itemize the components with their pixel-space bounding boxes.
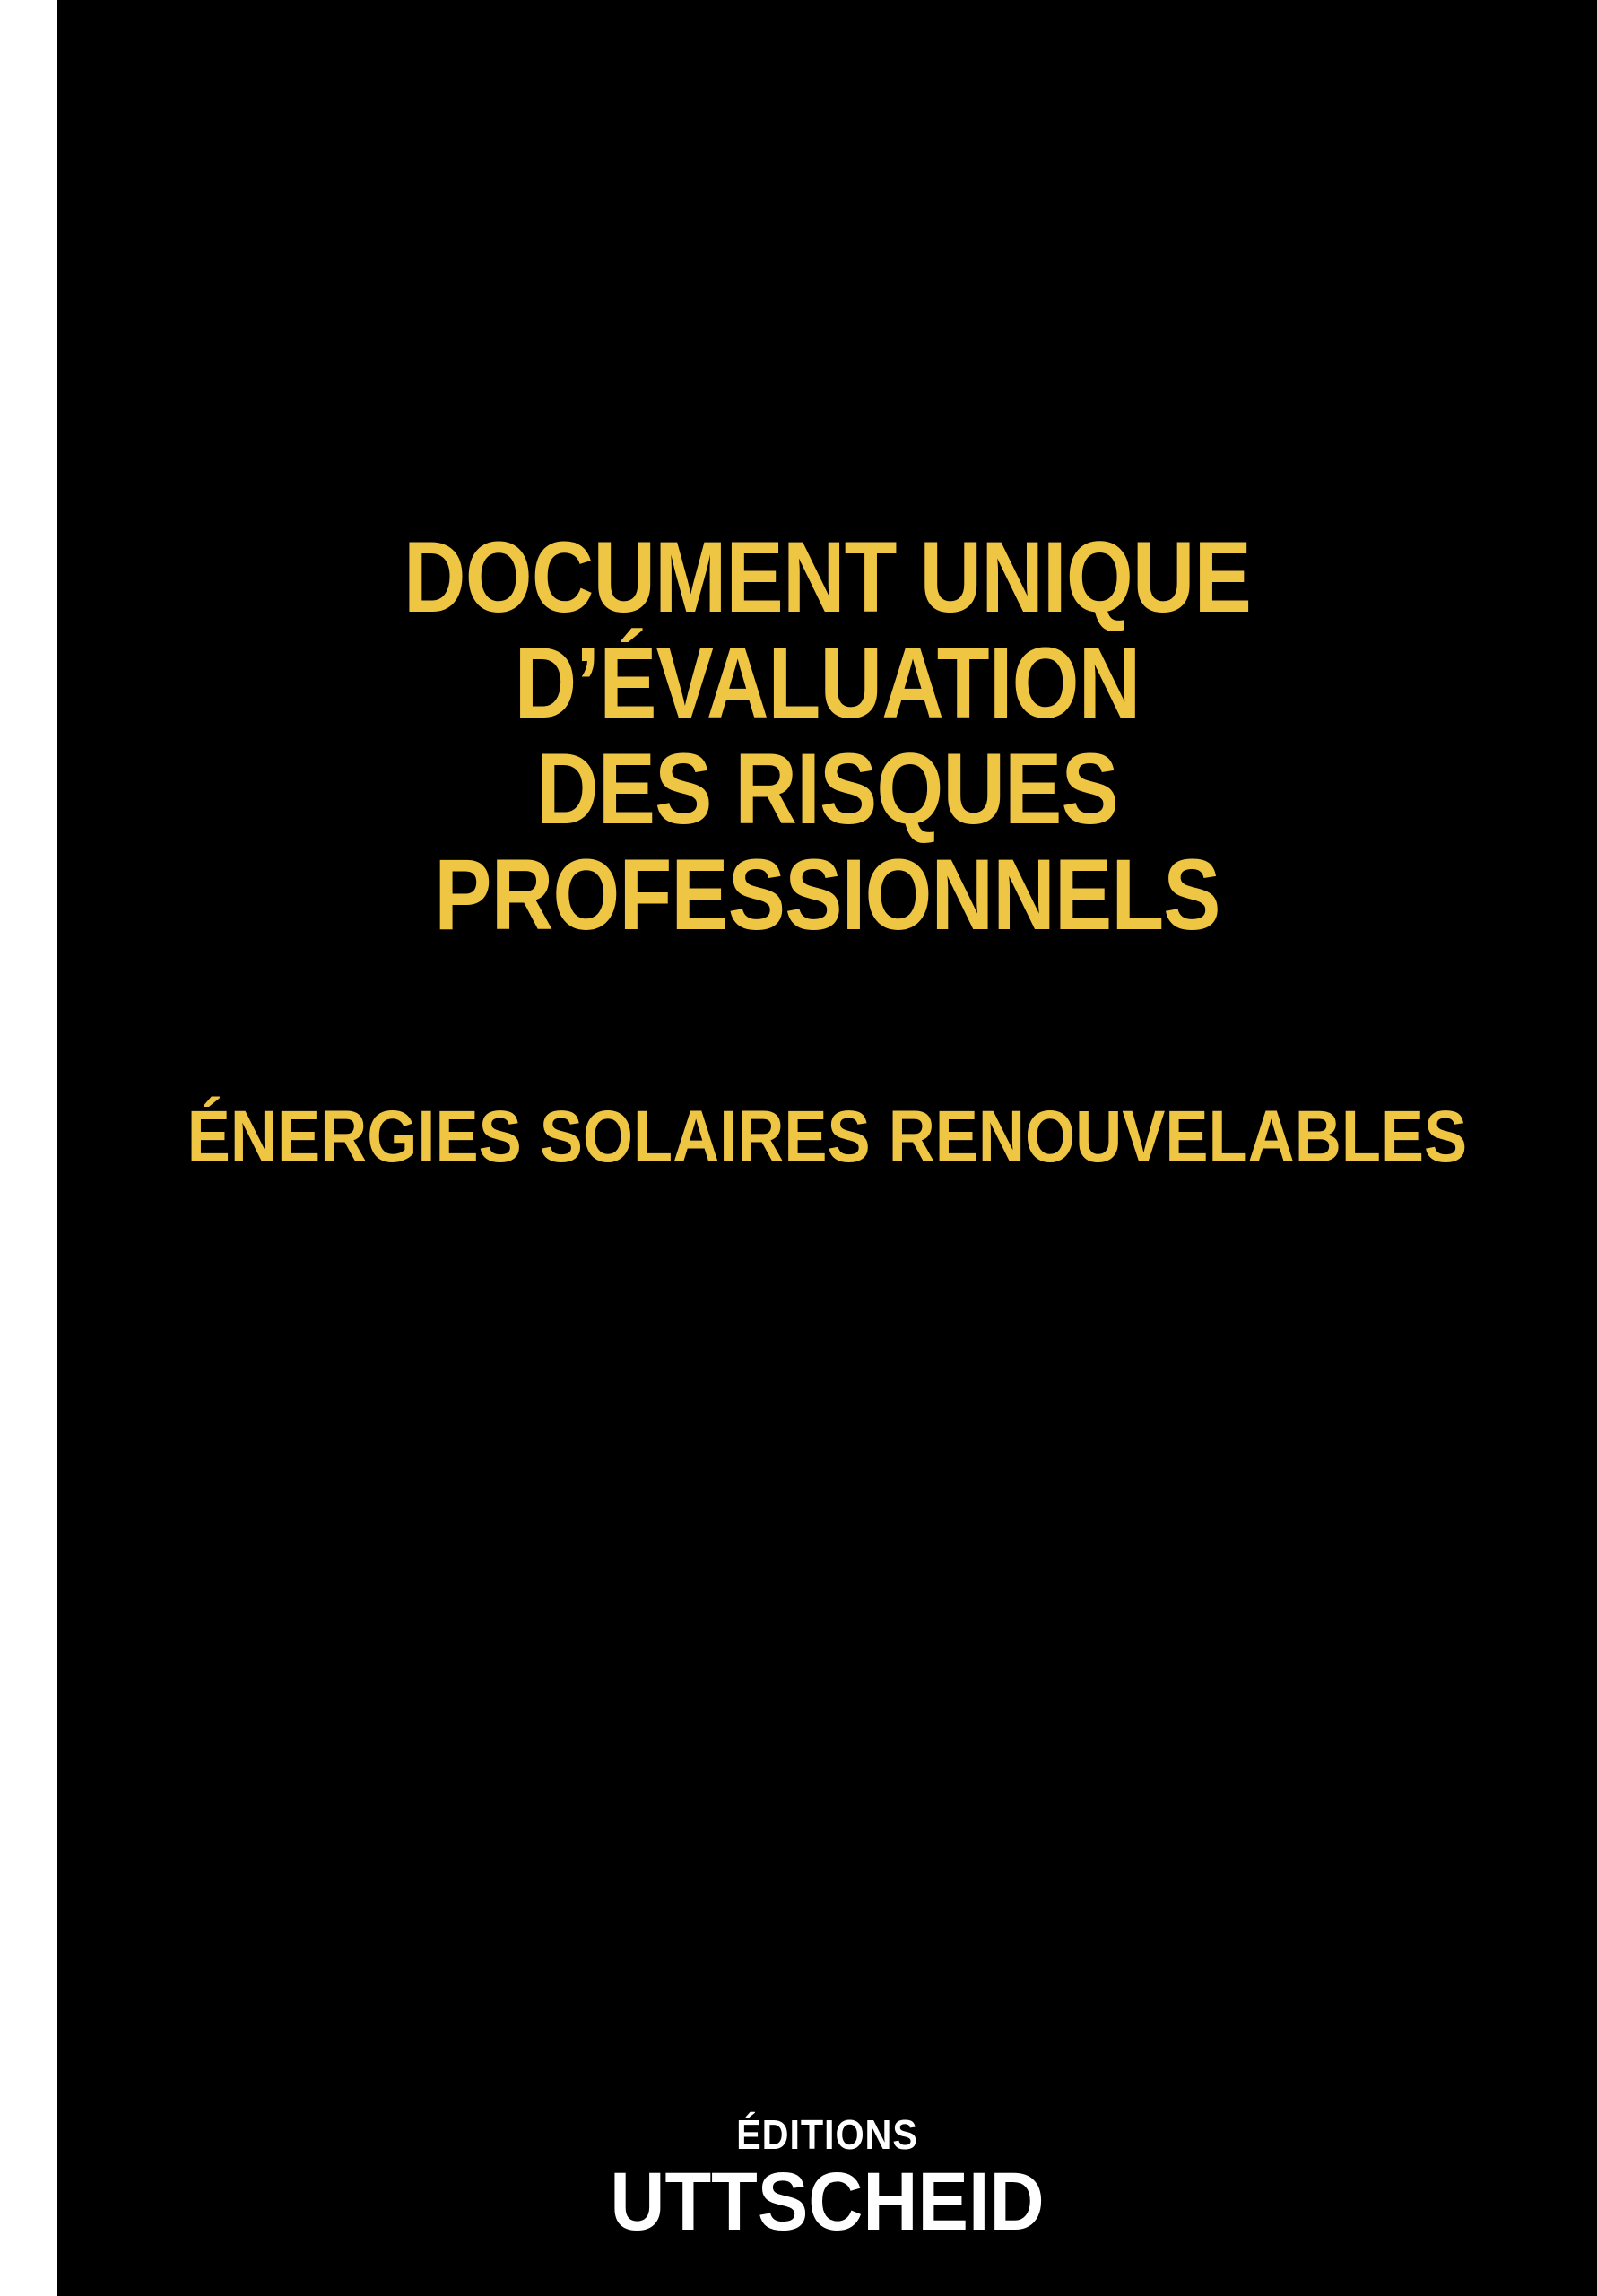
title-line-2: D’ÉVALUATION	[514, 627, 1141, 739]
publisher-prefix: ÉDITIONS	[736, 2111, 918, 2158]
cover-title	[57, 521, 1597, 951]
cover-spine-margin	[0, 0, 57, 2296]
title-line-3: DES RISQUES	[536, 733, 1118, 845]
publisher-logo	[57, 2111, 1597, 2246]
cover-board	[57, 0, 1597, 2296]
title-line-4: PROFESSIONNELS	[434, 839, 1220, 951]
title-line-1: DOCUMENT UNIQUE	[404, 521, 1251, 633]
publisher-name: UTTSCHEID	[610, 2156, 1045, 2248]
cover-subtitle: ÉNERGIES SOLAIRES RENOUVELABLES	[187, 1096, 1468, 1178]
